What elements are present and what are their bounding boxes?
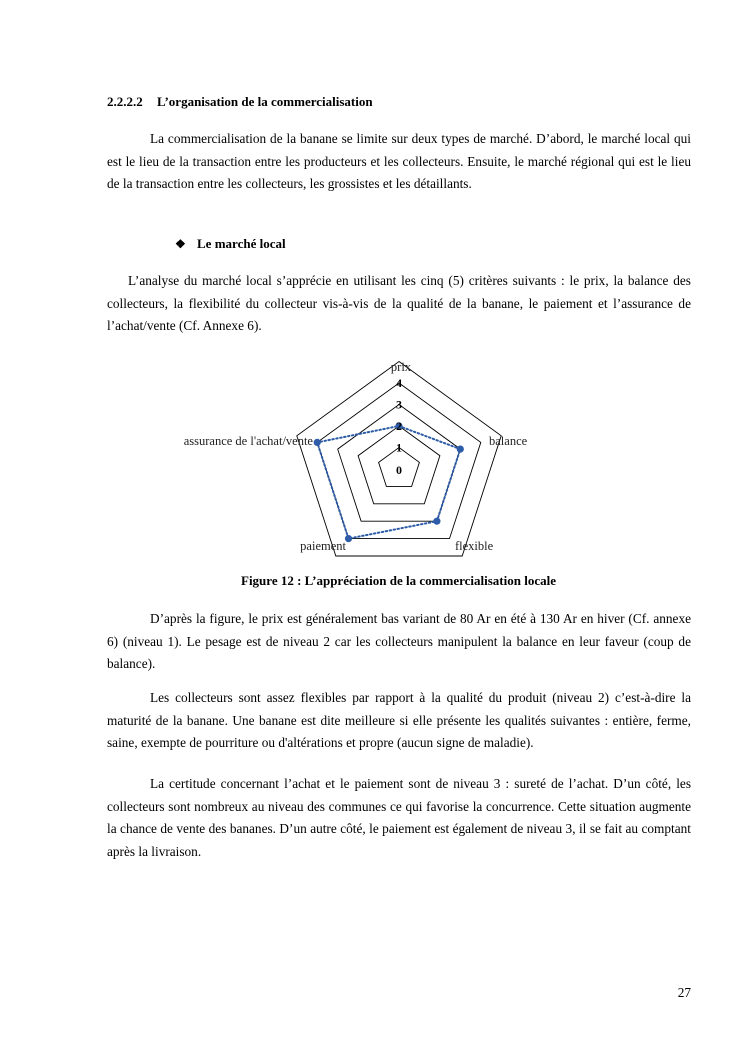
grid-ring-4 — [297, 362, 501, 557]
tick-label-4: 4 — [396, 376, 402, 390]
section-number: 2.2.2.2 — [107, 94, 143, 109]
section-heading — [107, 93, 707, 111]
data-point-flexible — [433, 518, 440, 525]
paragraph-certainty: La certitude concernant l’achat et le paiement sont de niveau 3 : sureté de l’achat. D’un côté, les collecteurs sont nombreux au niveau des communes ce qui favorise la concurrence. Cette situation augmente la chance de vente des bananes. D’un autre côté, le paiement est également de niveau 3, il se fait au comptant après la livraison. — [107, 776, 691, 859]
paragraph-price: D’après la figure, le prix est généralement bas variant de 80 Ar en été à 130 Ar en hiver (Cf. annexe 6) (niveau 1). Le pesage est de niveau 2 car les collecteurs manipulent la balance en leur faveur (coup de balance). — [107, 611, 691, 672]
bullet-heading — [175, 235, 286, 253]
paragraph-analysis: L’analyse du marché local s’apprécie en utilisant les cinq (5) critères suivants : le prix, la balance des collecteurs, la flexibilité du collecteur vis-à-vis de la qualité de la banane, le paiement et l’assurance de l’achat/vente (Cf. Annexe 6). — [107, 273, 691, 334]
radar-chart — [150, 357, 570, 557]
page-number: 27 — [677, 985, 691, 1000]
axis-label-prix: prix — [390, 360, 412, 374]
axis-label-balance: balance — [489, 434, 528, 448]
figure-caption: Figure 12 : L’appréciation de la commercialisation locale — [241, 573, 556, 588]
tick-label-2: 2 — [396, 419, 402, 433]
tick-label-1: 1 — [396, 440, 402, 455]
data-point-balance — [457, 446, 464, 453]
paragraph-intro: La commercialisation de la banane se limite sur deux types de marché. D’abord, le marché local qui est le lieu de la transaction entre les producteurs et les collecteurs. Ensuite, le marché régional qui est le lieu de la transaction entre les collecteurs, les grossistes et les détaillants. — [107, 131, 691, 192]
data-point-assurance-de-l-achat-vente — [314, 439, 321, 446]
axis-label-assurance-de-l-achat-vente: assurance de l'achat/vente — [183, 434, 313, 448]
axis-label-flexible: flexible — [455, 539, 494, 553]
diamond-bullet-icon: ❖ — [175, 237, 186, 251]
tick-label-0: 0 — [396, 463, 402, 477]
axis-label-paiement: paiement — [300, 539, 346, 553]
bullet-label: Le marché local — [197, 236, 286, 251]
tick-label-3: 3 — [396, 397, 402, 412]
section-title: L’organisation de la commercialisation — [157, 94, 373, 109]
paragraph-flexibility: Les collecteurs sont assez flexibles par rapport à la qualité du produit (niveau 2) c’est-à-dire la maturité de la banane. Une banane est dite meilleure si elle présente les qualités suivantes : entière, ferme, saine, exempte de pourriture ou d'altérations et propre (aucun signe de maladie). — [107, 690, 691, 751]
